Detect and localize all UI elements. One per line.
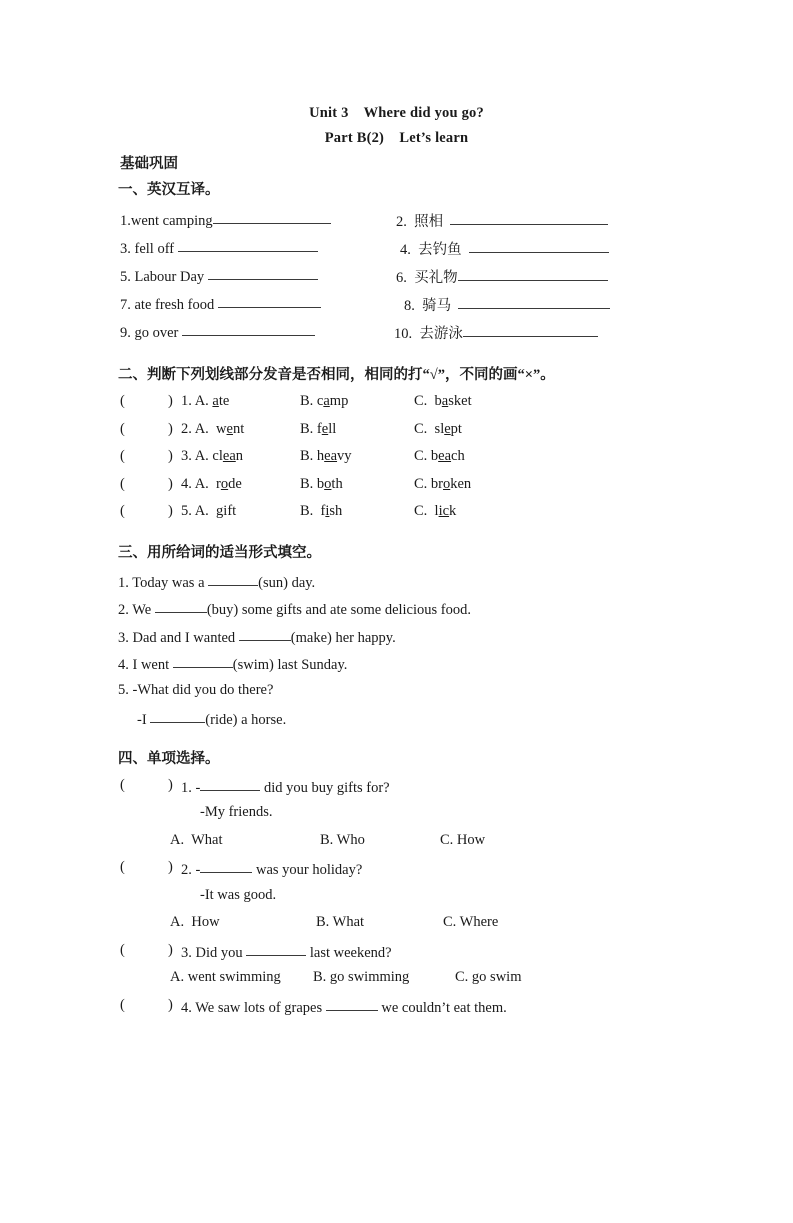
underlined-letters: ea (438, 448, 452, 464)
translation-prompt-right: 8. 骑马 (404, 298, 459, 314)
phonetics-option-a[interactable]: 5. A. gift (181, 503, 237, 519)
phonetics-option-c[interactable]: C. slept (414, 420, 462, 437)
title-line-unit: Unit 3 Where did you go? (309, 105, 484, 121)
phonetics-row (0, 476, 793, 504)
phonetics-list (0, 393, 793, 531)
phonetics-row (0, 393, 793, 421)
answer-bracket-close[interactable]: ) (168, 420, 173, 437)
translation-row (0, 210, 793, 238)
choice-option-c[interactable]: C. How (440, 831, 486, 848)
question-number: 3. Did you (181, 944, 247, 961)
multiple-choice-list (0, 777, 793, 1025)
answer-blank[interactable] (458, 267, 608, 281)
translation-prompt-right: 2. 照相 (396, 214, 451, 230)
translation-prompt-left: 1.went camping (120, 213, 213, 229)
translation-row (0, 322, 793, 350)
answer-blank[interactable] (150, 709, 205, 723)
answer-blank[interactable] (246, 942, 306, 956)
choice-option-c[interactable]: C. Where (443, 914, 499, 930)
question-text: did you buy gifts for? (260, 779, 390, 796)
multiple-choice-question (0, 859, 793, 887)
sentence-text-after: (make) her happy. (290, 629, 396, 646)
underlined-letters: o (443, 475, 451, 492)
answer-blank[interactable] (200, 859, 252, 873)
translation-item-right (396, 210, 608, 231)
answer-bracket-open[interactable]: ( (120, 996, 125, 1013)
phonetics-option-c[interactable]: C. beach (414, 448, 465, 464)
answer-blank[interactable] (182, 322, 315, 336)
question-number: 1. - (181, 779, 201, 796)
answer-bracket-open[interactable]: ( (120, 859, 125, 875)
answer-bracket-open[interactable]: ( (120, 448, 125, 464)
answer-blank[interactable] (173, 654, 233, 668)
choice-option-b[interactable]: B. What (316, 914, 365, 930)
underlined-letters: a (212, 393, 219, 409)
question-text: we couldn’t eat them. (377, 999, 507, 1016)
worksheet-page (0, 101, 793, 1223)
sentence-text-before: 3. Dad and I wanted (118, 629, 239, 646)
fill-blank-row (118, 654, 793, 682)
answer-blank[interactable] (178, 238, 318, 252)
choice-option-c[interactable]: C. go swim (455, 969, 522, 985)
answer-blank[interactable] (463, 323, 598, 337)
multiple-choice-question (0, 942, 793, 970)
question-reply-line: -It was good. (200, 886, 277, 903)
answer-blank[interactable] (208, 572, 258, 586)
phonetics-option-b[interactable]: B. fell (300, 420, 337, 437)
section-2-heading: 二、判断下列划线部分发音是否相同，相同的打“√”，不同的画“×”。 (118, 367, 555, 383)
underlined-letters: e (321, 420, 329, 437)
section-4-heading: 四、单项选择。 (118, 750, 220, 767)
sentence-text-before: 5. -What did you do there? (118, 681, 274, 698)
sentence-text-after: (ride) a horse. (205, 712, 287, 728)
underlined-letters: a (323, 393, 330, 409)
translation-item-left (120, 266, 318, 286)
page-title (0, 101, 793, 151)
fill-blank-row (118, 627, 793, 655)
fill-blank-row (118, 599, 793, 627)
answer-blank[interactable] (200, 777, 260, 791)
question-stem (181, 997, 507, 1017)
sentence-text-before: 2. We (118, 602, 155, 618)
title-line-part: Part B(2) Let’s learn (324, 130, 469, 146)
answer-bracket-close[interactable]: ) (168, 859, 173, 875)
answer-bracket-close[interactable]: ) (168, 448, 173, 464)
phonetics-option-b[interactable]: B. camp (300, 393, 349, 409)
translation-row (0, 238, 793, 266)
fill-blank-row (118, 682, 793, 710)
answer-bracket-close[interactable]: ) (168, 393, 173, 409)
sentence-text-before: 4. I went (118, 657, 173, 673)
fill-blank-row (137, 709, 793, 737)
answer-bracket-close[interactable]: ) (168, 475, 173, 492)
translation-row (0, 266, 793, 294)
question-stem (181, 777, 390, 797)
question-stem (181, 942, 392, 962)
phonetics-option-b[interactable]: B. fish (300, 503, 343, 519)
sentence-text-after: (buy) some gifts and ate some delicious food. (206, 602, 471, 618)
fill-blank-row (118, 572, 793, 600)
answer-blank[interactable] (208, 266, 318, 280)
underlined-letters: e (444, 420, 451, 437)
choice-option-a[interactable]: A. went swimming (170, 969, 281, 985)
answer-bracket-close[interactable]: ) (168, 503, 173, 519)
answer-bracket-open[interactable]: ( (120, 503, 125, 519)
translation-prompt-left: 3. fell off (120, 241, 178, 257)
phonetics-option-a[interactable]: 1. A. ate (181, 393, 230, 409)
translation-prompt-left: 5. Labour Day (120, 269, 208, 285)
translation-item-right (396, 266, 608, 287)
answer-blank[interactable] (450, 211, 608, 225)
phonetics-option-c[interactable]: C. basket (414, 393, 472, 409)
phonetics-option-c[interactable]: C. broken (414, 475, 472, 492)
phonetics-option-a[interactable]: 2. A. went (181, 420, 245, 437)
translation-list (0, 210, 793, 350)
answer-bracket-close[interactable]: ) (168, 996, 173, 1013)
answer-bracket-open[interactable]: ( (120, 941, 125, 958)
choice-option-b[interactable]: B. Who (320, 831, 365, 848)
multiple-choice-question (0, 777, 793, 805)
answer-blank[interactable] (218, 294, 321, 308)
question-number: 2. - (181, 862, 201, 878)
translation-item-right (400, 238, 609, 259)
translation-item-right (404, 294, 610, 315)
underlined-letters: o (324, 475, 332, 492)
underlined-letters: o (220, 475, 229, 492)
translation-prompt-left: 7. ate fresh food (120, 297, 218, 313)
phonetics-row (0, 503, 793, 531)
answer-blank[interactable] (239, 627, 291, 641)
translation-item-left (120, 322, 315, 342)
answer-bracket-open[interactable]: ( (120, 776, 125, 793)
basics-heading: 基础巩固 (120, 156, 178, 172)
answer-blank[interactable] (213, 210, 331, 224)
sentence-text-before: 1. Today was a (118, 574, 209, 591)
answer-blank[interactable] (155, 599, 207, 613)
answer-bracket-open[interactable]: ( (120, 420, 125, 437)
choice-option-a[interactable]: A. What (170, 831, 223, 848)
translation-item-right (394, 322, 598, 343)
answer-bracket-open[interactable]: ( (120, 393, 125, 409)
multiple-choice-question (0, 997, 793, 1025)
translation-item-left (120, 294, 321, 314)
answer-blank[interactable] (326, 997, 378, 1011)
translation-item-left (120, 210, 331, 230)
answer-bracket-close[interactable]: ) (168, 776, 173, 793)
question-text: last weekend? (306, 944, 392, 961)
sentence-text-before: -I (137, 712, 151, 728)
phonetics-row (0, 448, 793, 476)
phonetics-row (0, 421, 793, 449)
underlined-letters: ea (324, 448, 338, 464)
sentence-text-after: (sun) day. (258, 574, 316, 591)
underlined-letters: g (216, 503, 224, 519)
phonetics-option-a[interactable]: 4. A. rode (181, 475, 242, 492)
translation-prompt-right: 4. 去钓鱼 (400, 242, 469, 258)
multiple-choice-options (0, 832, 793, 860)
answer-blank[interactable] (458, 295, 610, 309)
underlined-letters: e (226, 420, 233, 437)
translation-prompt-left: 9. go over (120, 325, 183, 341)
sentence-text-after: (swim) last Sunday. (232, 657, 348, 673)
translation-item-left (120, 238, 318, 258)
translation-prompt-right: 6. 买礼物 (396, 270, 458, 286)
section-3-heading: 三、用所给词的适当形式填空。 (118, 544, 321, 561)
multiple-choice-options (0, 914, 793, 942)
translation-row (0, 294, 793, 322)
choice-option-a[interactable]: A. How (170, 914, 220, 930)
multiple-choice-options (0, 969, 793, 997)
question-stem (181, 859, 362, 879)
answer-bracket-open[interactable]: ( (120, 475, 125, 492)
translation-prompt-right: 10. 去游泳 (394, 326, 463, 342)
phonetics-option-a[interactable]: 3. A. clean (181, 448, 244, 464)
question-text: was your holiday? (252, 862, 363, 878)
phonetics-option-b[interactable]: B. both (300, 475, 343, 492)
phonetics-option-b[interactable]: B. heavy (300, 448, 352, 464)
answer-blank[interactable] (469, 239, 609, 253)
underlined-letters: i (325, 503, 330, 519)
underlined-letters: ea (222, 448, 236, 464)
phonetics-option-c[interactable]: C. lick (414, 503, 457, 519)
underlined-letters: a (441, 393, 449, 409)
fill-blank-list (0, 572, 793, 737)
question-reply-line: -My friends. (200, 804, 273, 820)
choice-option-b[interactable]: B. go swimming (313, 969, 410, 985)
section-1-heading: 一、英汉互译。 (118, 182, 220, 198)
answer-bracket-close[interactable]: ) (168, 941, 173, 958)
underlined-letters: ic (438, 503, 450, 519)
question-number: 4. We saw lots of grapes (181, 999, 326, 1016)
